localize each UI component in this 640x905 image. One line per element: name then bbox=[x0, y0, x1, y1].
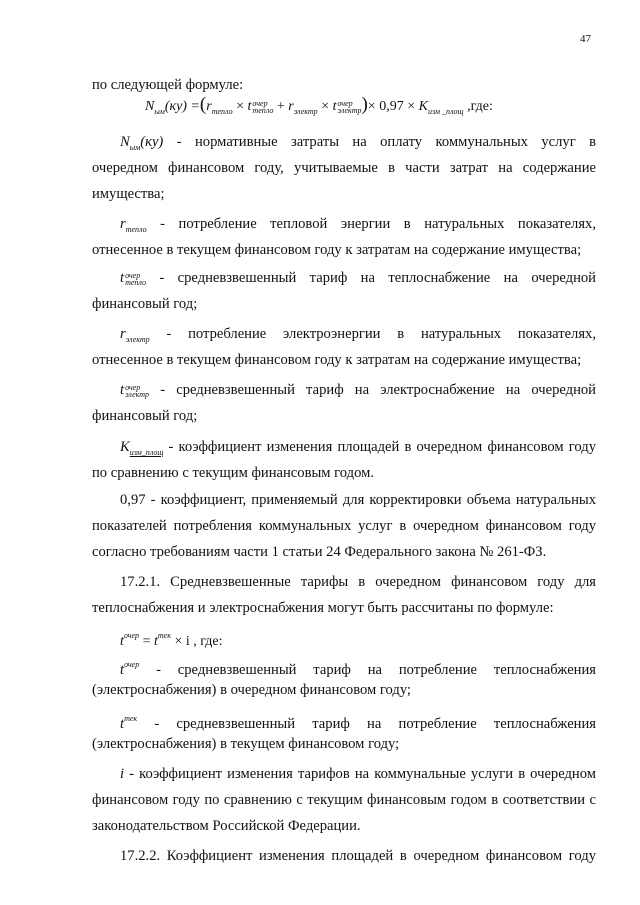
formula-tariff: $t^{очер} = t^{тек} \times i$ , где: bbox=[120, 631, 223, 649]
definition-electric-consumption: $r_{электр}$ - потребление электроэнергии в натуральных показателях, bbox=[120, 326, 596, 344]
definition-norm-costs: $N_{ым}(ку)$ - нормативные затраты на оплату коммунальных услуг в bbox=[120, 134, 596, 152]
definition-next-year-tariff-cont: (электроснабжения) в очередном финансовом году; bbox=[92, 682, 411, 698]
paragraph-17-2-2: 17.2.2. Коэффициент изменения площадей в очередном финансовом году bbox=[120, 848, 596, 864]
paragraph-coefficient-097-cont: показателей потребления коммунальных услуг в очередном финансовом году bbox=[92, 518, 596, 534]
definition-tariff-change-coefficient-cont: финансовом году по сравнению с текущим финансовым годом в соответствии с bbox=[92, 792, 596, 808]
definition-heat-consumption: $r_{тепло}$ - потребление тепловой энергии в натуральных показателях, bbox=[120, 216, 596, 234]
definition-heat-tariff: t очер тепло - средневзвешенный тариф на теплоснабжение на очередной bbox=[120, 270, 596, 287]
page-number: 47 bbox=[580, 33, 591, 45]
definition-electric-tariff: t очер электр - средневзвешенный тариф на электроснабжение на очередной bbox=[120, 382, 596, 399]
formula-norm-costs: $N_{ым}(ку) =(r_{тепло} \times t$ очер тепло + $r_{электр} \times t$ очер электр )× $0,97 \times K_{изм \_площ}$ ,где: bbox=[145, 94, 493, 116]
paragraph-coefficient-097-end: согласно требованиям части 1 статьи 24 Федерального закона № 261-ФЗ. bbox=[92, 544, 547, 560]
definition-norm-costs-end: имущества; bbox=[92, 186, 165, 202]
intro-text: по следующей формуле: bbox=[92, 77, 244, 93]
definition-area-coefficient-cont: по сравнению с текущим финансовым годом. bbox=[92, 465, 374, 481]
paragraph-17-2-1-cont: теплоснабжения и электроснабжения могут быть рассчитаны по формуле: bbox=[92, 600, 554, 616]
definition-current-year-tariff: $t^{тек}$ - средневзвешенный тариф на потребление теплоснабжения bbox=[120, 714, 596, 732]
definition-electric-consumption-cont: отнесенное в текущем финансовом году к затратам на содержание имущества; bbox=[92, 352, 582, 368]
definition-norm-costs-cont: очередном финансовом году, учитываемые в части затрат на содержание bbox=[92, 160, 596, 176]
definition-next-year-tariff: $t^{очер}$ - средневзвешенный тариф на потребление теплоснабжения bbox=[120, 660, 596, 678]
definition-tariff-change-coefficient-end: законодательством Российской Федерации. bbox=[92, 818, 361, 834]
definition-heat-consumption-cont: отнесенное в текущем финансовом году к затратам на содержание имущества; bbox=[92, 242, 582, 258]
definition-electric-tariff-cont: финансовый год; bbox=[92, 408, 198, 424]
paragraph-17-2-1: 17.2.1. Средневзвешенные тарифы в очередном финансовом году для bbox=[120, 574, 596, 590]
definition-heat-tariff-cont: финансовый год; bbox=[92, 296, 198, 312]
definition-area-coefficient: $K_{изм\_площ}$ - коэффициент изменения площадей в очередном финансовом году bbox=[120, 439, 596, 457]
definition-tariff-change-coefficient: i - коэффициент изменения тарифов на коммунальные услуги в очередном bbox=[120, 766, 596, 782]
paragraph-coefficient-097: 0,97 - коэффициент, применяемый для корректировки объема натуральных bbox=[120, 492, 596, 508]
definition-current-year-tariff-cont: (электроснабжения) в текущем финансовом году; bbox=[92, 736, 400, 752]
